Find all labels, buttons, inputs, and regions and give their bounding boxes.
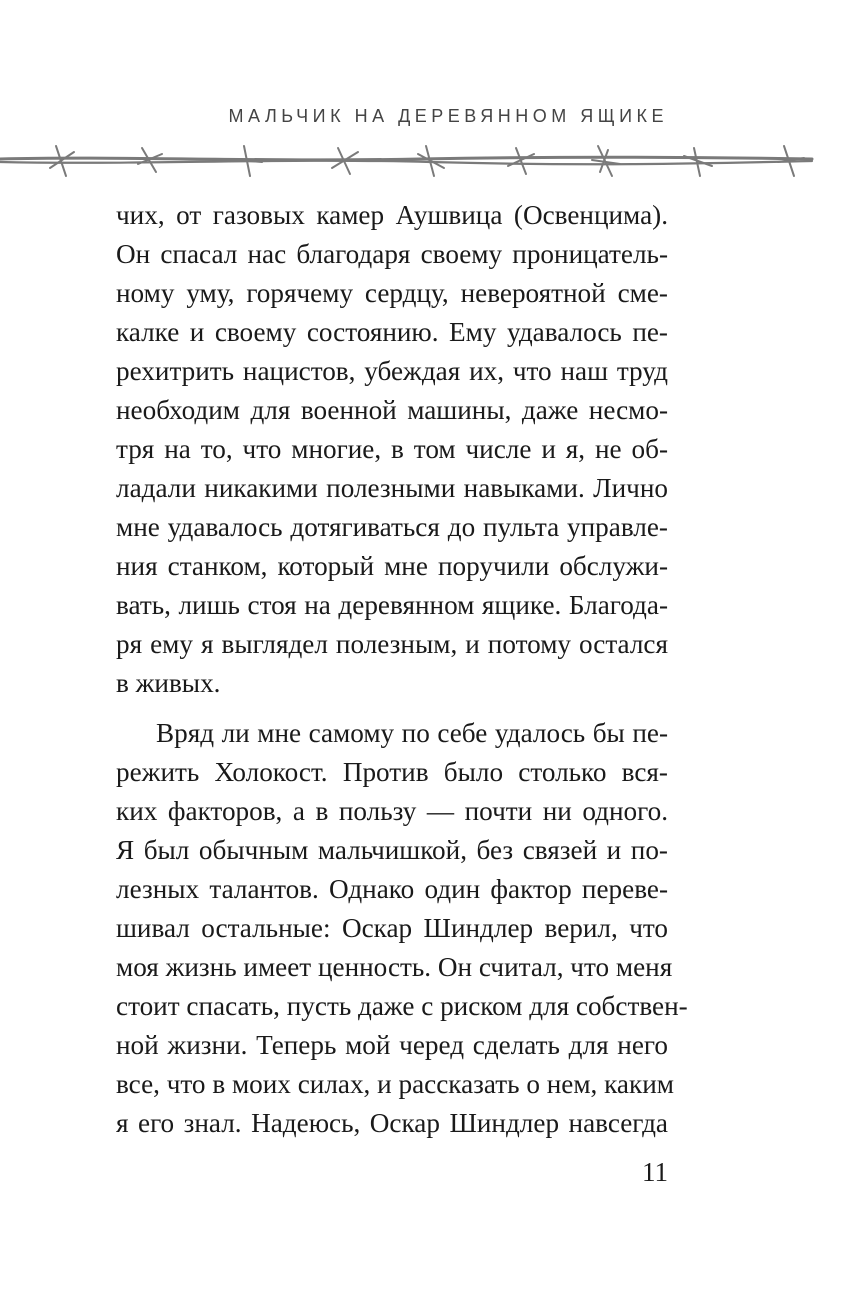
text-line: режить Холокост. Против было столько вся- <box>116 757 668 787</box>
paragraph-gap <box>116 703 668 714</box>
text-line: ния станком, который мне поручили обслужи- <box>116 551 668 581</box>
text-line: мне удавалось дотягиваться до пульта управле- <box>116 512 668 542</box>
text-line: все, что в моих силах, и рассказать о нем, каким <box>116 1069 674 1099</box>
text-line: лезных талантов. Однако один фактор переве- <box>116 874 668 904</box>
text-line: тря на то, что многие, в том числе и я, не об- <box>116 434 668 464</box>
text-line: ря ему я выглядел полезным, и потому остался <box>116 629 668 659</box>
text-line: ной жизни. Теперь мой черед сделать для него <box>116 1030 668 1060</box>
text-line: Я был обычным мальчишкой, без связей и по- <box>116 835 668 865</box>
text-line: Вряд ли мне самому по себе удалось бы пе- <box>156 718 668 748</box>
text-line: моя жизнь имеет ценность. Он считал, что меня <box>116 952 673 982</box>
barbed-wire-icon <box>0 138 844 186</box>
text-line: вать, лишь стоя на деревянном ящике. Благода- <box>116 590 668 620</box>
text-line: чих, от газовых камер Аушвица (Освенцима). <box>116 200 668 230</box>
running-head: МАЛЬЧИК НА ДЕРЕВЯННОМ ЯЩИКЕ <box>228 106 668 126</box>
text-line: ких факторов, а в пользу — почти ни одного. <box>116 796 668 826</box>
text-line: в живых. <box>116 668 221 698</box>
text-line: необходим для военной машины, даже несмо- <box>116 395 668 425</box>
text-line: стоит спасать, пусть даже с риском для собствен- <box>116 991 688 1021</box>
text-line: рехитрить нацистов, убеждая их, что наш труд <box>116 356 668 386</box>
page-number: 11 <box>642 1157 668 1187</box>
text-line: ладали никакими полезными навыками. Лично <box>116 473 668 503</box>
body-text <box>116 196 688 1143</box>
text-line: ному уму, горячему сердцу, невероятной сме- <box>116 278 668 308</box>
text-line: Он спасал нас благодаря своему проницатель- <box>116 239 668 269</box>
text-line: я его знал. Надеюсь, Оскар Шиндлер навсегда <box>116 1108 668 1138</box>
text-line: калке и своему состоянию. Ему удавалось пе- <box>116 317 668 347</box>
text-line: шивал остальные: Оскар Шиндлер верил, что <box>116 913 668 943</box>
